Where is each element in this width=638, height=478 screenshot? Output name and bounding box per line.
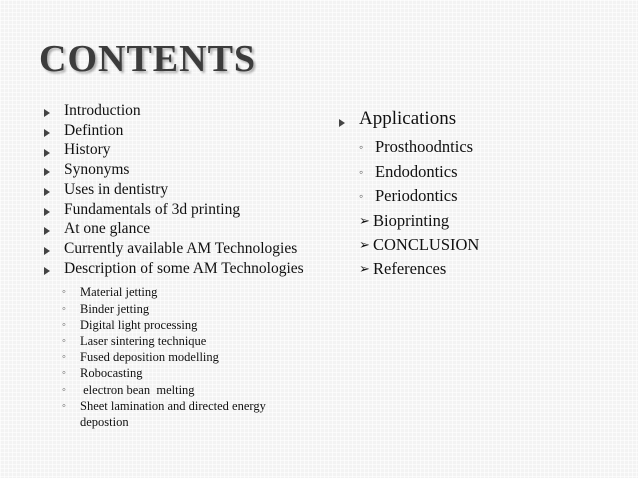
list-item-label: Introduction [64,102,141,119]
circle-bullet-icon: ◦ [62,334,66,347]
triangle-bullet-icon [40,239,54,259]
list-item-label: At one glance [64,220,151,238]
triangle-bullet-icon [40,140,54,160]
sub-list-item [40,349,340,365]
list-item [40,180,340,200]
circle-bullet-icon: ◦ [62,351,66,364]
arrow-list-item-label: References [373,258,447,278]
technology-sub-list [40,284,340,430]
sub-list-item [40,382,340,398]
sub-list-item-label: Fused deposition modelling [80,350,219,365]
sub-list-item-label: Robocasting [80,366,143,381]
sub-list-item [40,317,340,333]
sub-list-item [335,135,615,160]
arrow-list-item [335,233,615,257]
arrow-bullet-icon: ➢ [359,212,370,228]
triangle-bullet-icon [40,259,54,279]
main-topic-list [40,101,340,278]
sub-list-item-label: Material jetting [80,285,158,300]
list-item [40,160,340,180]
triangle-bullet-icon [40,180,54,200]
sub-list-item-label: Endodontics [375,161,458,181]
sub-list-item [335,184,615,209]
arrow-bullet-icon: ➢ [359,260,370,276]
circle-bullet-icon: ◦ [62,383,66,396]
circle-bullet-icon: ◦ [62,286,66,299]
triangle-bullet-icon [40,200,54,220]
contents-right-column [335,107,615,281]
list-item-label: Defintion [64,121,124,139]
arrow-list-item [335,257,615,281]
list-item [40,140,340,160]
sub-list-item-label: Digital light processing [80,317,198,332]
page-title: CONTENTS [39,38,257,80]
list-item [40,239,340,259]
sub-list-item [40,301,340,317]
sub-list-item-label: Prosthoodntics [375,137,474,156]
applications-heading: Applications [359,108,457,129]
sub-list-item-label: Laser sintering technique [80,333,207,348]
list-item-label: Synonyms [64,161,130,179]
list-item [40,259,340,279]
circle-bullet-icon: ◦ [62,318,66,331]
circle-bullet-icon: ◦ [62,367,66,380]
circle-bullet-icon: ◦ [359,189,364,204]
triangle-bullet-icon [40,121,54,141]
sub-list-item [40,284,340,300]
list-item [40,219,340,239]
list-item [335,107,615,131]
list-item-label: Currently available AM Technologies [64,239,298,257]
sub-list-item-label: electron bean melting [80,382,195,397]
triangle-bullet-icon [40,160,54,180]
circle-bullet-icon: ◦ [62,399,66,412]
list-item-label: Uses in dentistry [64,180,169,198]
contents-left-column [40,101,340,430]
sub-list-item [40,365,340,381]
sub-list-item-label: Binder jetting [80,301,150,316]
sub-list-item-label: Periodontics [375,186,458,206]
triangle-bullet-icon [40,101,54,121]
applications-list [335,107,615,281]
circle-bullet-icon: ◦ [359,164,364,179]
circle-bullet-icon: ◦ [62,302,66,315]
triangle-bullet-icon [335,107,349,131]
arrow-list-item-label: Bioprinting [373,210,450,230]
list-item-label: History [64,141,111,159]
circle-bullet-icon: ◦ [359,140,364,154]
arrow-list-item [335,209,615,233]
list-item-label: Fundamentals of 3d printing [64,200,241,218]
triangle-bullet-icon [40,219,54,239]
arrow-bullet-icon: ➢ [359,236,370,252]
list-item-label: Description of some AM Technologies [64,259,304,277]
sub-list-item [335,160,615,185]
list-item [40,101,340,121]
sub-list-item [40,398,310,430]
sub-list-item-label: Sheet lamination and directed energy depostion [80,398,266,429]
list-item [40,200,340,220]
list-item [40,121,340,141]
arrow-list-item-label: CONCLUSION [373,234,480,254]
sub-list-item [40,333,340,349]
